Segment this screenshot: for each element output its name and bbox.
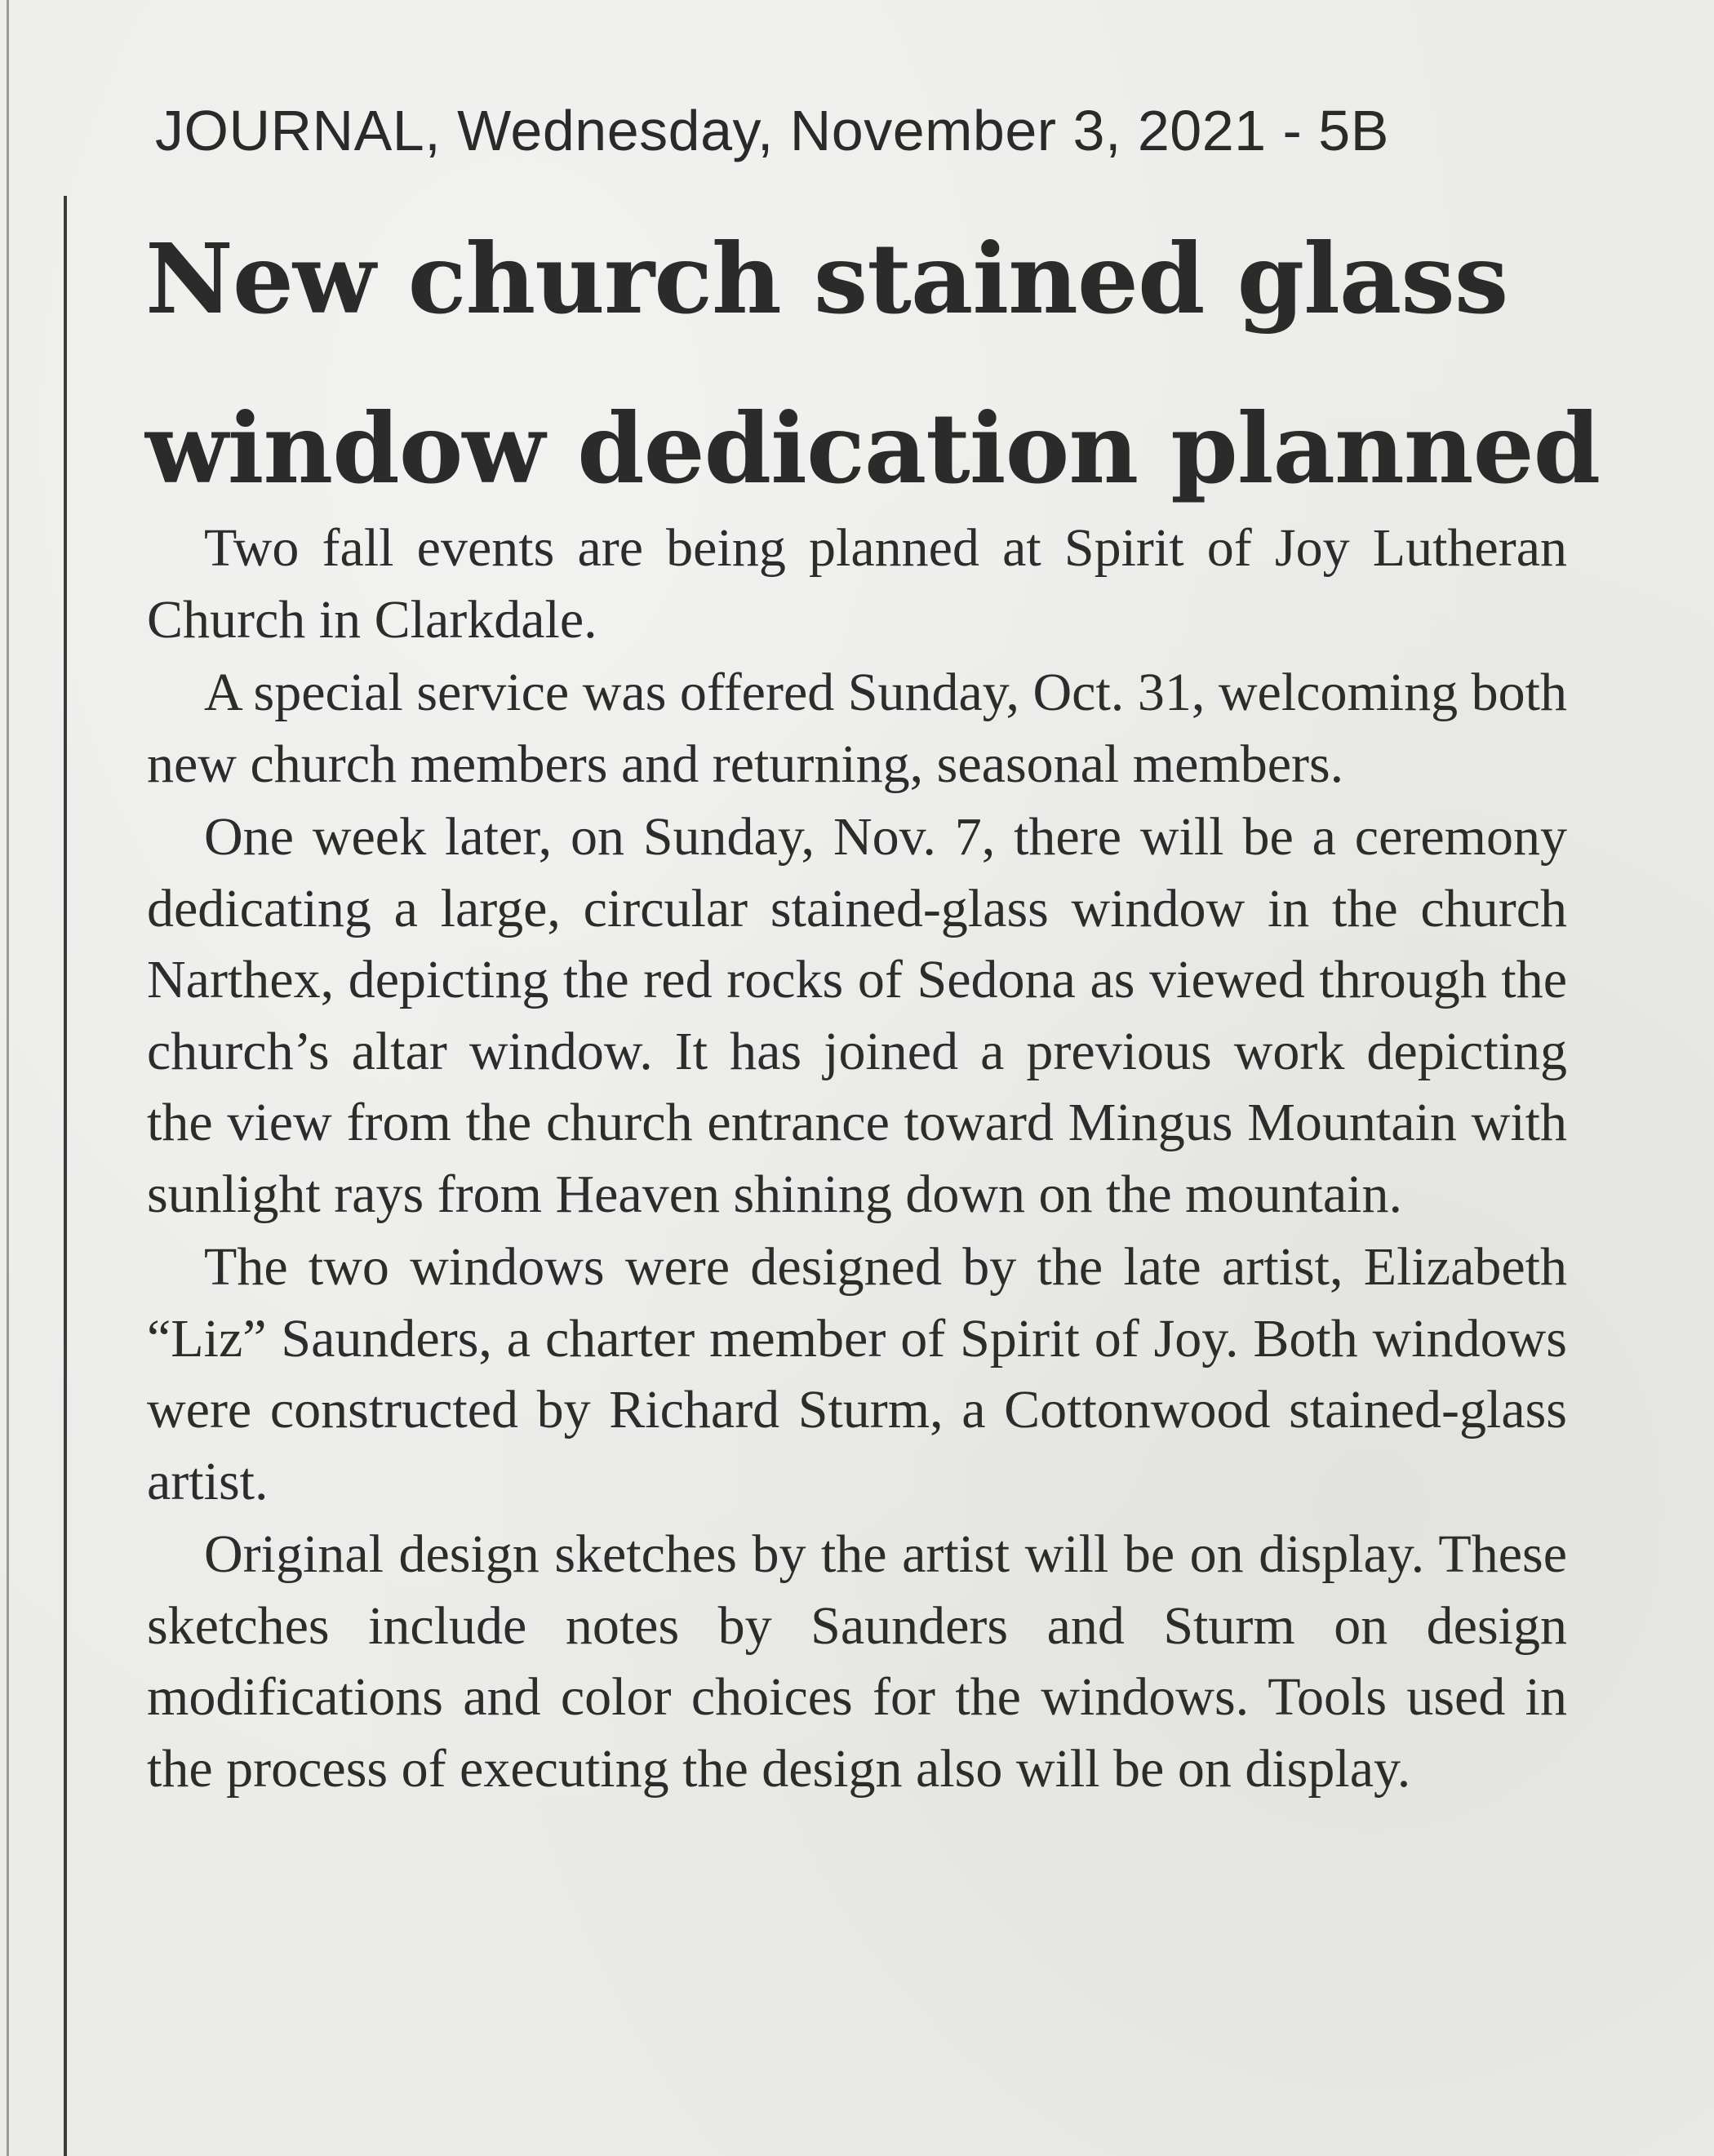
headline-line-1: New church stained glass xyxy=(145,222,1508,335)
article-paragraph: A special service was offered Sunday, Oct. 31, welcoming both new church members and returning, seasonal members. xyxy=(147,663,1567,794)
dateline: JOURNAL, Wednesday, November 3, 2021 - 5B xyxy=(155,99,1389,162)
headline xyxy=(145,194,1614,534)
article-paragraph: Original design sketches by the artist will be on display. These sketches include notes by Saunders and Sturm on design modifications and color choices for the windows. Tools used in the process of executing the design also will be on display. xyxy=(147,1524,1567,1799)
clipping-edge xyxy=(7,0,9,2156)
article-paragraph: Two fall events are being planned at Spirit of Joy Lutheran Church in Clarkdale. xyxy=(147,518,1567,650)
headline-line-2: window dedication planned xyxy=(145,392,1601,505)
article-paragraph: The two windows were designed by the late artist, Elizabeth “Liz” Saunders, a charter member of Spirit of Joy. Both windows were constructed by Richard Sturm, a Cottonwood stained-glass artist. xyxy=(147,1237,1567,1511)
article-body xyxy=(147,512,1567,1806)
article-paragraph: One week later, on Sunday, Nov. 7, there will be a ceremony dedicating a large, circular stained-glass window in the church Narthex, depicting the red rocks of Sedona as viewed through the church’s altar window. It has joined a previous work depicting the view from the church entrance toward Mingus Mountain with sunlight rays from Heaven shining down on the mountain. xyxy=(147,807,1567,1224)
column-rule xyxy=(64,196,67,2156)
